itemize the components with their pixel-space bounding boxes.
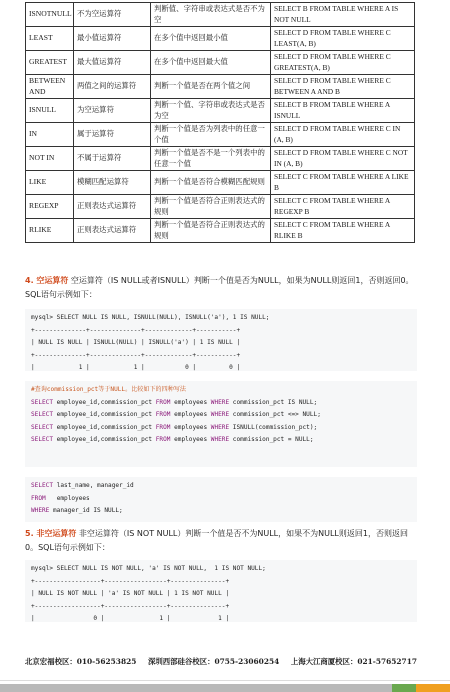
description-cell: 判断一个值是否符合正则表达式的规则 — [151, 195, 271, 219]
operator-name-cell: 最大值运算符 — [74, 51, 151, 75]
code-block-is-not-null — [25, 560, 417, 622]
example-cell: SELECT D FROM TABLE WHERE C BETWEEN A AND B — [271, 75, 415, 99]
operator-cell: BETWEEN AND — [26, 75, 74, 99]
footer-shanghai: 上海大江商厦校区：021-57652717 — [290, 657, 417, 666]
sql-text: commission_pct = NULL; — [229, 436, 314, 444]
section-4-text: 空运算符（IS NULL或者ISNULL）判断一个值是否为NULL，如果为NULL则返回1，否则返回0。SQL语句示例如下： — [25, 276, 414, 299]
code-line — [31, 493, 411, 506]
sql-keyword: WHERE — [210, 436, 230, 444]
table-row — [26, 3, 415, 27]
operator-name-cell: 正则表达式运算符 — [74, 195, 151, 219]
code-line: | 1 | 1 | 0 | 0 | — [31, 364, 241, 371]
operator-cell: LIKE — [26, 171, 74, 195]
sql-keyword: WHERE — [31, 507, 50, 515]
code-block-is-null — [25, 309, 417, 371]
footer-divider — [0, 680, 450, 681]
example-cell: SELECT D FROM TABLE WHERE C NOT IN (A, B) — [271, 147, 415, 171]
operator-cell: NOT IN — [26, 147, 74, 171]
sql-text: employees — [170, 436, 211, 444]
sql-text: employee_id,commission_pct — [53, 411, 156, 419]
operator-cell: ISNOTNULL — [26, 3, 74, 27]
operator-cell: GREATEST — [26, 51, 74, 75]
section-5-text: 非空运算符（IS NOT NULL）判断一个值是否不为NULL，如果不为NULL则返回1，否则返回0。SQL语句示例如下： — [25, 529, 408, 552]
operator-name-cell: 不属于运算符 — [74, 147, 151, 171]
description-cell: 判断一个值是否符合正则表达式的规则 — [151, 219, 271, 243]
section-5-paragraph — [25, 527, 417, 555]
code-line: mysql> SELECT NULL IS NOT NULL, 'a' IS NOT NULL, 1 IS NOT NULL; — [31, 565, 266, 572]
footer-beijing: 北京宏福校区：010-56253825 — [25, 657, 137, 666]
sql-text: last_name, manager_id — [53, 482, 134, 489]
sql-text: employee_id,commission_pct — [53, 423, 156, 431]
sql-keyword: FROM — [155, 423, 171, 431]
description-cell: 判断值、字符串或表达式是否不为空 — [151, 3, 271, 27]
code-line — [31, 505, 411, 518]
sql-text: commission_pct <=> NULL; — [229, 411, 321, 419]
example-cell: SELECT D FROM TABLE WHERE C LEAST(A, B) — [271, 27, 415, 51]
operator-table — [25, 2, 415, 243]
example-cell: SELECT B FROM TABLE WHERE A ISNULL — [271, 99, 415, 123]
code-line: +--------------+--------------+-------------+-----------+ — [31, 326, 241, 334]
description-cell: 判断一个值、字符串或表达式是否为空 — [151, 99, 271, 123]
code-line: +------------------+-----------------+---------------+ — [31, 577, 230, 585]
operator-name-cell: 为空运算符 — [74, 99, 151, 123]
example-cell: SELECT C FROM TABLE WHERE A LIKE B — [271, 171, 415, 195]
sql-keyword: SELECT — [31, 423, 54, 431]
sql-text: manager_id IS NULL; — [49, 507, 123, 515]
sql-text: employee_id,commission_pct — [53, 398, 156, 406]
sql-text: employees — [170, 423, 211, 431]
description-cell: 在多个值中返回最大值 — [151, 51, 271, 75]
operator-cell: RLIKE — [26, 219, 74, 243]
operator-cell: ISNULL — [26, 99, 74, 123]
table-row — [26, 123, 415, 147]
sql-keyword: WHERE — [210, 411, 230, 419]
sql-text: commission_pct IS NULL; — [229, 398, 318, 406]
section-5-heading: 5. 非空运算符 — [25, 529, 77, 538]
sql-text: employees — [170, 411, 211, 419]
example-cell: SELECT D FROM TABLE WHERE C IN (A, B) — [271, 123, 415, 147]
code-line: | NULL IS NULL | ISNULL(NULL) | ISNULL('a') | 1 IS NULL | — [31, 339, 241, 347]
sql-text: ISNULL(commission_pct); — [229, 423, 318, 431]
sql-text: employees — [170, 398, 211, 406]
example-cell: SELECT C FROM TABLE WHERE A RLIKE B — [271, 219, 415, 243]
table-row — [26, 51, 415, 75]
footer-bar-orange — [416, 684, 450, 692]
code-line: +--------------+--------------+-------------+-----------+ — [31, 351, 241, 359]
description-cell: 判断一个值是否在两个值之间 — [151, 75, 271, 99]
operator-table-body — [26, 3, 415, 243]
operator-name-cell: 属于运算符 — [74, 123, 151, 147]
operator-name-cell: 模糊匹配运算符 — [74, 171, 151, 195]
section-4-paragraph — [25, 274, 417, 302]
table-row — [26, 147, 415, 171]
sql-keyword: WHERE — [210, 423, 230, 431]
description-cell: 在多个值中返回最小值 — [151, 27, 271, 51]
section-4-heading: 4. 空运算符 — [25, 276, 69, 285]
operator-cell: REGEXP — [26, 195, 74, 219]
table-row — [26, 171, 415, 195]
code-line — [31, 422, 411, 435]
table-row — [26, 99, 415, 123]
table-row — [26, 219, 415, 243]
operator-name-cell: 正则表达式运算符 — [74, 219, 151, 243]
operator-name-cell: 两值之间的运算符 — [74, 75, 151, 99]
code-line: mysql> SELECT NULL IS NULL, ISNULL(NULL), ISNULL('a'), 1 IS NULL; — [31, 314, 270, 321]
footer-contacts — [25, 656, 417, 667]
code-line: | 0 | 1 | 1 | — [31, 615, 230, 622]
code-line: +------------------+-----------------+---------------+ — [31, 602, 230, 610]
code-line — [31, 434, 411, 447]
operator-cell: LEAST — [26, 27, 74, 51]
operator-name-cell: 最小值运算符 — [74, 27, 151, 51]
sql-keyword: FROM — [155, 436, 171, 444]
description-cell: 判断一个值是否为列表中的任意一个值 — [151, 123, 271, 147]
sql-keyword: SELECT — [31, 482, 54, 489]
footer-shenzhen: 深圳西部硅谷校区：0755-23060254 — [147, 657, 280, 666]
sql-keyword: SELECT — [31, 411, 54, 419]
table-row — [26, 27, 415, 51]
example-cell: SELECT D FROM TABLE WHERE C GREATEST(A, B) — [271, 51, 415, 75]
code-line: | NULL IS NOT NULL | 'a' IS NOT NULL | 1 IS NOT NULL | — [31, 590, 230, 598]
code-block-manager-query — [25, 477, 417, 522]
code-comment: #查询commission_pct等于NULL。比较如下的四种写法 — [31, 386, 187, 393]
sql-keyword: WHERE — [210, 398, 230, 406]
sql-keyword: FROM — [155, 411, 171, 419]
sql-keyword: SELECT — [31, 398, 54, 406]
footer-bar-green — [392, 684, 416, 692]
operator-name-cell: 不为空运算符 — [74, 3, 151, 27]
code-line — [31, 480, 411, 493]
example-cell: SELECT C FROM TABLE WHERE A REGEXP B — [271, 195, 415, 219]
sql-keyword: FROM — [31, 494, 46, 502]
table-row — [26, 75, 415, 99]
example-cell: SELECT B FROM TABLE WHERE A IS NOT NULL — [271, 3, 415, 27]
table-row — [26, 195, 415, 219]
operator-cell: IN — [26, 123, 74, 147]
code-line — [31, 397, 411, 410]
sql-keyword: SELECT — [31, 436, 54, 444]
code-line — [31, 409, 411, 422]
sql-text: employees — [45, 494, 90, 502]
description-cell: 判断一个值是否符合模糊匹配规则 — [151, 171, 271, 195]
sql-text: employee_id,commission_pct — [53, 436, 156, 444]
description-cell: 判断一个值是否不是一个列表中的任意一个值 — [151, 147, 271, 171]
sql-keyword: FROM — [155, 398, 171, 406]
code-block-commission-query — [25, 381, 417, 467]
footer-bar-gray — [0, 684, 392, 692]
